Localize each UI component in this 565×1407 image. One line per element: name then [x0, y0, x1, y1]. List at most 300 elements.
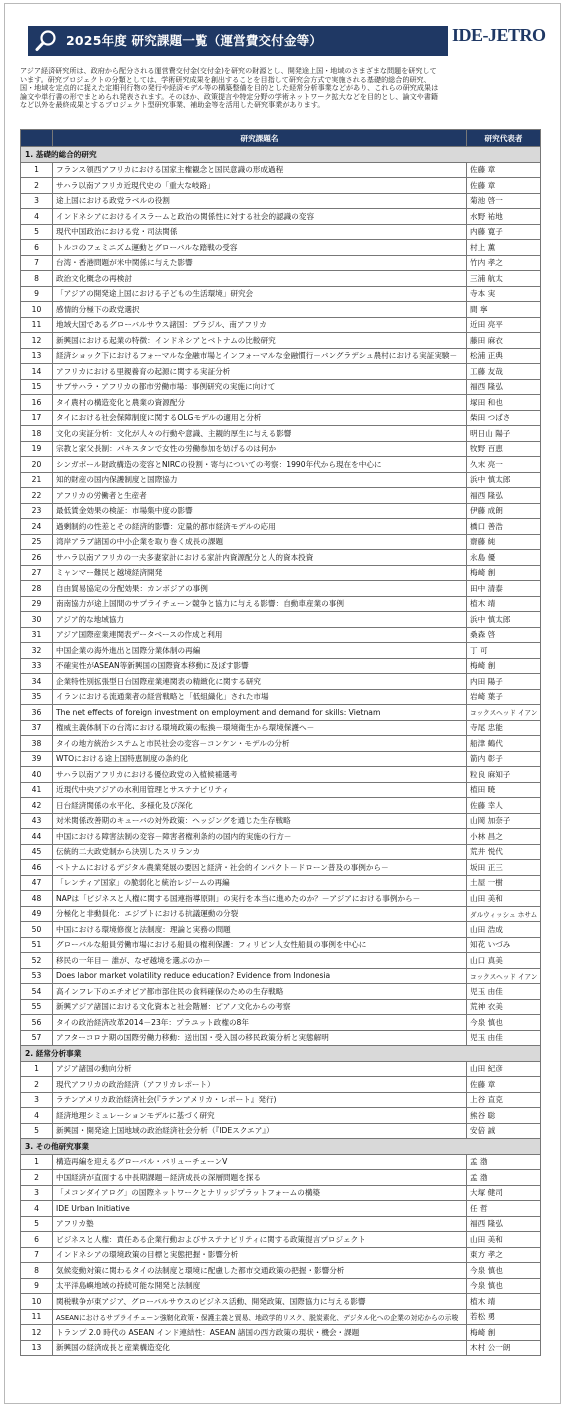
row-title: 近現代中央アジアの水利用管理とサステナビリティ	[53, 782, 467, 798]
row-number: 31	[21, 627, 53, 643]
row-title: アフリカ塾	[53, 1216, 467, 1232]
page-title: 2025年度 研究課題一覧（運営費交付金等）	[66, 33, 323, 48]
table-row	[21, 178, 541, 194]
row-representative: 佐藤 幸人	[467, 798, 541, 814]
row-title: 伝統的二大政党制から決別したスリランカ	[53, 844, 467, 860]
table-row	[21, 767, 541, 783]
row-title: 日台経済関係の水平化、多様化及び深化	[53, 798, 467, 814]
row-representative: 梅崎 創	[467, 565, 541, 581]
row-number: 52	[21, 953, 53, 969]
row-number: 1	[21, 162, 53, 178]
row-representative: 知花 いづみ	[467, 937, 541, 953]
row-number: 8	[21, 271, 53, 287]
row-representative: 柴田 つばさ	[467, 410, 541, 426]
row-title: 分極化と非動員化：エジプトにおける抗議運動の分裂	[53, 906, 467, 922]
ide-jetro-logo: IDE-JETRO	[452, 25, 546, 45]
table-row	[21, 1278, 541, 1294]
row-title: 企業特性別拡張型日台国際産業連関表の精緻化に関する研究	[53, 674, 467, 690]
table-row	[21, 844, 541, 860]
row-title: アジア的な地域協力	[53, 612, 467, 628]
row-representative: 松浦 正典	[467, 348, 541, 364]
row-number: 4	[21, 1108, 53, 1124]
table-row	[21, 937, 541, 953]
row-number: 13	[21, 348, 53, 364]
row-title: 宗教と家父長制：パキスタンで女性の労働参加を妨げるのは何か	[53, 441, 467, 457]
row-number: 9	[21, 1278, 53, 1294]
table-row	[21, 596, 541, 612]
row-number: 11	[21, 1309, 53, 1325]
row-representative: 浜中 慎太郎	[467, 612, 541, 628]
row-number: 5	[21, 224, 53, 240]
section-row	[21, 1139, 541, 1155]
row-title: 湾岸アラブ諸国の中小企業を取り巻く成長の課題	[53, 534, 467, 550]
row-title: サブサハラ・アフリカの都市労働市場：事例研究の実施に向けて	[53, 379, 467, 395]
table-row	[21, 1247, 541, 1263]
row-title: 南南協力が途上国間のサプライチェーン競争と協力に与える影響：自動車産業の事例	[53, 596, 467, 612]
row-representative: 児玉 由佳	[467, 984, 541, 1000]
table-row	[21, 1232, 541, 1248]
intro-line: います。研究プロジェクトの分類としては、学術研究成果を創出することを目指して研究会方式で実施される基礎的総合的研究、	[20, 74, 431, 84]
row-title: イランにおける流通業者の経営戦略と「低組織化」された市場	[53, 689, 467, 705]
row-title: 高インフレ下のエチオピア都市部住民の食料確保のための生存戦略	[53, 984, 467, 1000]
row-title: ベトナムにおけるデジタル農業発展の要因と経済・社会的インパクト－ドローン普及の事例から－	[53, 860, 467, 876]
row-representative: 藤田 麻衣	[467, 333, 541, 349]
research-table	[20, 129, 541, 1356]
row-number: 38	[21, 736, 53, 752]
table-row	[21, 1294, 541, 1310]
table-row	[21, 1325, 541, 1341]
table-row	[21, 519, 541, 535]
row-representative: 村上 薫	[467, 240, 541, 256]
table-row	[21, 1185, 541, 1201]
row-representative: 佐藤 章	[467, 178, 541, 194]
row-title: トランプ 2.0 時代の ASEAN インド連結性：ASEAN 諸国の西方政策の現状・機会・課題	[53, 1325, 467, 1341]
table-row	[21, 720, 541, 736]
row-title: 地域大国であるグローバルサウス諸国：ブラジル、南アフリカ	[53, 317, 467, 333]
row-representative: 岩崎 葉子	[467, 689, 541, 705]
row-representative: 今泉 慎也	[467, 1015, 541, 1031]
table-row	[21, 658, 541, 674]
row-representative: 久末 亮一	[467, 457, 541, 473]
row-title: サハラ以南アフリカにおける優位政党の入植候補選考	[53, 767, 467, 783]
table-row	[21, 441, 541, 457]
row-representative: 小林 昌之	[467, 829, 541, 845]
row-number: 20	[21, 457, 53, 473]
row-title: NAPは「ビジネスと人権に関する国連指導原則」の実行を本当に進めたのか？－アジアにおける事例から－	[53, 891, 467, 907]
table-row	[21, 1263, 541, 1279]
row-representative: 植田 暁	[467, 782, 541, 798]
table-row	[21, 1030, 541, 1046]
row-representative: 福西 隆弘	[467, 1216, 541, 1232]
row-representative: 今泉 慎也	[467, 1263, 541, 1279]
row-title: サハラ以南アフリカ近現代史の「重大な岐路」	[53, 178, 467, 194]
row-number: 48	[21, 891, 53, 907]
row-representative: 丁 可	[467, 643, 541, 659]
row-number: 13	[21, 1340, 53, 1356]
table-row	[21, 689, 541, 705]
table-row	[21, 798, 541, 814]
intro-text	[20, 67, 540, 110]
row-title: 過剰制約の性差とその経済的影響：定量的都市経済モデルの応用	[53, 519, 467, 535]
row-title: アジア国際産業連関表データベースの作成と利用	[53, 627, 467, 643]
row-title: 中国における障害法制の変容－障害者権利条約の国内的実施の行方－	[53, 829, 467, 845]
row-number: 16	[21, 395, 53, 411]
row-number: 33	[21, 658, 53, 674]
table-row	[21, 317, 541, 333]
row-number: 19	[21, 441, 53, 457]
row-representative: 伊藤 成朗	[467, 503, 541, 519]
row-number: 43	[21, 813, 53, 829]
table-row	[21, 1170, 541, 1186]
row-title: 構造再編を迎えるグローバル・バリューチェーンV	[53, 1154, 467, 1170]
table-row	[21, 581, 541, 597]
table-row	[21, 643, 541, 659]
row-number: 54	[21, 984, 53, 1000]
row-number: 30	[21, 612, 53, 628]
row-number: 46	[21, 860, 53, 876]
row-title: アフリカの労働者と生産者	[53, 488, 467, 504]
table-row	[21, 953, 541, 969]
table-row	[21, 472, 541, 488]
row-title: The net effects of foreign investment on employment and demand for skills: Vietnam	[53, 705, 467, 721]
row-title: WTOにおける途上国特恵制度の条約化	[53, 751, 467, 767]
table-row	[21, 240, 541, 256]
row-title: 中国企業の海外進出と国際分業体制の再編	[53, 643, 467, 659]
row-representative: 佐藤 章	[467, 162, 541, 178]
row-representative: 寺尾 忠能	[467, 720, 541, 736]
row-representative: 任 哲	[467, 1201, 541, 1217]
row-title: 不確実性がASEAN等新興国の国際資本移動に及ぼす影響	[53, 658, 467, 674]
row-number: 23	[21, 503, 53, 519]
row-representative: 粒良 麻知子	[467, 767, 541, 783]
table-row	[21, 1154, 541, 1170]
row-title: 関税戦争が東アジア、グローバルサウスのビジネス活動、開発政策、国際協力に与える影響	[53, 1294, 467, 1310]
row-representative: 東方 孝之	[467, 1247, 541, 1263]
row-representative: 工藤 友哉	[467, 364, 541, 380]
row-representative: 水野 祐地	[467, 209, 541, 225]
table-row	[21, 379, 541, 395]
row-number: 49	[21, 906, 53, 922]
row-representative: 三浦 航太	[467, 271, 541, 287]
row-representative: 内田 陽子	[467, 674, 541, 690]
row-representative: 山田 美和	[467, 891, 541, 907]
search-icon	[34, 29, 58, 53]
row-title: 経済ショック下におけるフォーマルな金融市場とインフォーマルな金融慣行－バングラデシュ農村における実証実験－	[53, 348, 467, 364]
row-number: 17	[21, 410, 53, 426]
row-title: 政治文化概念の再検討	[53, 271, 467, 287]
table-row	[21, 162, 541, 178]
row-representative: コックスヘッド イアン	[467, 968, 541, 984]
table-row	[21, 875, 541, 891]
row-number: 14	[21, 364, 53, 380]
row-number: 15	[21, 379, 53, 395]
row-title: トルコのフェミニズム運動とグローバルな踏戦の受容	[53, 240, 467, 256]
table-row	[21, 829, 541, 845]
row-number: 6	[21, 1232, 53, 1248]
row-representative: 牧野 百恵	[467, 441, 541, 457]
row-representative: 間 寧	[467, 302, 541, 318]
row-title: 「アジアの開発途上国における子どもの生活環境」研究会	[53, 286, 467, 302]
row-representative: 梅崎 創	[467, 1325, 541, 1341]
row-representative: 山岡 加奈子	[467, 813, 541, 829]
table-row	[21, 503, 541, 519]
table-row	[21, 348, 541, 364]
row-representative: 内藤 寛子	[467, 224, 541, 240]
row-number: 7	[21, 1247, 53, 1263]
row-number: 18	[21, 426, 53, 442]
section-row	[21, 1046, 541, 1062]
table-row	[21, 968, 541, 984]
row-title: 新興アジア諸国における文化資本と社会階層：ピアノ文化からの考察	[53, 999, 467, 1015]
row-number: 50	[21, 922, 53, 938]
table-header-row	[21, 130, 541, 147]
row-representative: 寺本 実	[467, 286, 541, 302]
table-row	[21, 550, 541, 566]
table-row	[21, 906, 541, 922]
section-row	[21, 147, 541, 163]
row-number: 41	[21, 782, 53, 798]
row-representative: 齋藤 純	[467, 534, 541, 550]
title-banner	[28, 26, 448, 56]
table-row	[21, 255, 541, 271]
row-representative: 梅崎 創	[467, 658, 541, 674]
row-title: 文化の実証分析：文化が人々の行動や意識、主観的厚生に与える影響	[53, 426, 467, 442]
table-row	[21, 813, 541, 829]
row-number: 24	[21, 519, 53, 535]
table-row	[21, 410, 541, 426]
table-row	[21, 922, 541, 938]
row-title: タイの地方統治システムと市民社会の変容－コンケン・モデルの分析	[53, 736, 467, 752]
row-number: 21	[21, 472, 53, 488]
row-representative: 塚田 和也	[467, 395, 541, 411]
row-representative: 孟 渤	[467, 1154, 541, 1170]
section-title: 1. 基礎的総合的研究	[21, 147, 541, 163]
intro-line: 国・地域を定点的に捉えた定期刊行物の発行や経済モデル等の構築整備を目的とした経常分析事業などがあり、これらの研究成果は	[20, 83, 439, 93]
row-number: 12	[21, 1325, 53, 1341]
row-number: 3	[21, 1092, 53, 1108]
row-representative: 坂田 正三	[467, 860, 541, 876]
row-representative: 上谷 直克	[467, 1092, 541, 1108]
row-title: 対米関係改善期のキューバの対外政策：ヘッジングを通じた生存戦略	[53, 813, 467, 829]
row-title: アジア諸国の動向分析	[53, 1061, 467, 1077]
section-title: 3. その他研究事業	[21, 1139, 541, 1155]
row-title: 気候変動対策に関わるタイの法制度と環境に配慮した都市交通政策の把握・影響分析	[53, 1263, 467, 1279]
row-number: 44	[21, 829, 53, 845]
header-title: 研究課題名	[53, 130, 467, 147]
row-representative: ダルウィッシュ ホサム	[467, 906, 541, 922]
row-number: 1	[21, 1154, 53, 1170]
row-number: 11	[21, 317, 53, 333]
row-number: 28	[21, 581, 53, 597]
row-title: 中国における環境修復と法制度：理論と実務の問題	[53, 922, 467, 938]
table-row	[21, 457, 541, 473]
row-title: 太平洋島嶼地域の持続可能な開発と法制度	[53, 1278, 467, 1294]
row-title: 権威主義体制下の台湾における環境政策の転換－環境衛生から環境保護へ－	[53, 720, 467, 736]
table-row	[21, 534, 541, 550]
table-row	[21, 891, 541, 907]
row-representative: 土屋 一樹	[467, 875, 541, 891]
header-no	[21, 130, 53, 147]
row-title: 現代中国政治における党・司法関係	[53, 224, 467, 240]
row-title: インドネシアにおけるイスラームと政治の関係性に対する社会的認識の変容	[53, 209, 467, 225]
row-number: 2	[21, 178, 53, 194]
row-representative: 児玉 由佳	[467, 1030, 541, 1046]
row-number: 6	[21, 240, 53, 256]
row-representative: 永島 優	[467, 550, 541, 566]
row-number: 10	[21, 1294, 53, 1310]
row-number: 25	[21, 534, 53, 550]
row-representative: 浜中 慎太郎	[467, 472, 541, 488]
row-title: 新興国・開発途上国地域の政治経済社会分析（『IDEスクエア』）	[53, 1123, 467, 1139]
row-number: 26	[21, 550, 53, 566]
row-title: シンガポール財政構造の変容とNIRCの役割・寄与についての考察：1990年代から現在を中心に	[53, 457, 467, 473]
row-title: 「レンティア国家」の脆弱化と統治レジームの再編	[53, 875, 467, 891]
row-title: 知的財産の国内保護制度と国際協力	[53, 472, 467, 488]
row-number: 56	[21, 1015, 53, 1031]
table-row	[21, 1216, 541, 1232]
table-row	[21, 674, 541, 690]
row-representative: 菊池 啓一	[467, 193, 541, 209]
row-representative: 山田 紀彦	[467, 1061, 541, 1077]
row-title: タイにおける社会保障制度に関するOLGモデルの適用と分析	[53, 410, 467, 426]
row-representative: 山田 美和	[467, 1232, 541, 1248]
row-title: アフターコロナ期の国際労働力移動：送出国・受入国の移民政策分析と実態解明	[53, 1030, 467, 1046]
row-representative: 近田 亮平	[467, 317, 541, 333]
table-row	[21, 1108, 541, 1124]
row-title: 最低賃金効果の検証：市場集中度の影響	[53, 503, 467, 519]
row-title: 現代アフリカの政治経済（アフリカレポート）	[53, 1077, 467, 1093]
table-row	[21, 426, 541, 442]
row-number: 10	[21, 302, 53, 318]
row-number: 2	[21, 1077, 53, 1093]
table-row	[21, 333, 541, 349]
table-row	[21, 224, 541, 240]
row-number: 27	[21, 565, 53, 581]
row-title: ASEANにおけるサプライチェーン強靭化政策・保護主義と貿易、地政学的リスク、脱炭素化、デジタル化への企業の対応からの示唆	[53, 1309, 467, 1325]
row-representative: 竹内 孝之	[467, 255, 541, 271]
row-number: 7	[21, 255, 53, 271]
table-row	[21, 395, 541, 411]
row-title: 移民の一年目－ 誰が、なぜ越境を選ぶのか－	[53, 953, 467, 969]
section-title: 2. 経常分析事業	[21, 1046, 541, 1062]
table-row	[21, 860, 541, 876]
row-representative: 大塚 健司	[467, 1185, 541, 1201]
row-number: 8	[21, 1263, 53, 1279]
row-number: 2	[21, 1170, 53, 1186]
table-row	[21, 1061, 541, 1077]
table-row	[21, 271, 541, 287]
row-title: IDE Urban Initiative	[53, 1201, 467, 1217]
row-number: 55	[21, 999, 53, 1015]
table-row	[21, 488, 541, 504]
row-number: 36	[21, 705, 53, 721]
table-row	[21, 1123, 541, 1139]
table-row	[21, 782, 541, 798]
table-row	[21, 612, 541, 628]
table-row	[21, 736, 541, 752]
row-title: 感情的分極下の政党選択	[53, 302, 467, 318]
row-number: 32	[21, 643, 53, 659]
row-title: ミャンマー難民と越境経済開発	[53, 565, 467, 581]
row-title: 途上国における政党ラベルの役割	[53, 193, 467, 209]
row-number: 3	[21, 1185, 53, 1201]
row-title: インドネシアの環境政策の目標と実態把握・影響分析	[53, 1247, 467, 1263]
row-title: タイの政治経済改革2014－23年：プラユット政権の8年	[53, 1015, 467, 1031]
row-number: 53	[21, 968, 53, 984]
row-number: 3	[21, 193, 53, 209]
row-number: 29	[21, 596, 53, 612]
table-row	[21, 565, 541, 581]
table-row	[21, 999, 541, 1015]
row-title: フランス領西アフリカにおける国家主権観念と国民意識の形成過程	[53, 162, 467, 178]
row-number: 37	[21, 720, 53, 736]
row-number: 51	[21, 937, 53, 953]
intro-line: アジア経済研究所は、政府から配分される運営費交付金(交付金)を研究の財源とし、開発途上国・地域のさまざまな問題を研究して	[20, 66, 437, 75]
row-title: タイ農村の構造変化と農業の資源配分	[53, 395, 467, 411]
row-number: 5	[21, 1216, 53, 1232]
row-title: 「メコンダイアログ」の国際ネットワークとナリッジプラットフォームの構築	[53, 1185, 467, 1201]
row-title: グローバルな船員労働市場における船員の権利保護：フィリピン人女性船員の事例を中心に	[53, 937, 467, 953]
row-number: 4	[21, 209, 53, 225]
row-representative: 桑森 啓	[467, 627, 541, 643]
row-number: 1	[21, 1061, 53, 1077]
row-number: 35	[21, 689, 53, 705]
row-representative: 熊谷 聡	[467, 1108, 541, 1124]
row-title: ラテンアメリカ政治経済社会(『ラテンアメリカ・レポート』発行)	[53, 1092, 467, 1108]
row-title: ビジネスと人権：責任ある企業行動およびサステナビリティに関する政策提言プロジェクト	[53, 1232, 467, 1248]
table-row	[21, 302, 541, 318]
table-row	[21, 627, 541, 643]
row-number: 22	[21, 488, 53, 504]
table-row	[21, 193, 541, 209]
row-representative: 福西 隆弘	[467, 379, 541, 395]
row-representative: コックスヘッド イアン	[467, 705, 541, 721]
table-row	[21, 705, 541, 721]
row-representative: 山口 真美	[467, 953, 541, 969]
table-row	[21, 751, 541, 767]
row-representative: 孟 渤	[467, 1170, 541, 1186]
table-row	[21, 1309, 541, 1325]
intro-line: 論文や単行書の形でまとめられ発表されます。そのほか、政策提言や特定分野の学術ネットワーク拡大などを目的とし、論文や書籍	[20, 91, 438, 101]
row-representative: 植木 靖	[467, 596, 541, 612]
row-title: 自由貿易協定の分配効果：カンボジアの事例	[53, 581, 467, 597]
row-title: 台湾・香港問題が米中関係に与えた影響	[53, 255, 467, 271]
header-rep: 研究代表者	[467, 130, 541, 147]
table-row	[21, 286, 541, 302]
row-representative: 植木 靖	[467, 1294, 541, 1310]
row-number: 4	[21, 1201, 53, 1217]
row-representative: 佐藤 章	[467, 1077, 541, 1093]
row-title: Does labor market volatility reduce education? Evidence from Indonesia	[53, 968, 467, 984]
row-title: アフリカにおける里親養育の起源に関する実証分析	[53, 364, 467, 380]
row-number: 42	[21, 798, 53, 814]
row-number: 39	[21, 751, 53, 767]
row-number: 5	[21, 1123, 53, 1139]
row-number: 45	[21, 844, 53, 860]
row-representative: 橋口 善浩	[467, 519, 541, 535]
table-row	[21, 209, 541, 225]
table-row	[21, 1201, 541, 1217]
row-title: 新興国の経済成長と産業構造変化	[53, 1340, 467, 1356]
row-title: サハラ以南アフリカの一夫多妻家計における家計内資源配分と人的資本投資	[53, 550, 467, 566]
row-representative: 明日山 陽子	[467, 426, 541, 442]
row-representative: 荒神 衣美	[467, 999, 541, 1015]
row-number: 34	[21, 674, 53, 690]
table-row	[21, 364, 541, 380]
row-number: 57	[21, 1030, 53, 1046]
row-representative: 安倍 誠	[467, 1123, 541, 1139]
row-number: 12	[21, 333, 53, 349]
